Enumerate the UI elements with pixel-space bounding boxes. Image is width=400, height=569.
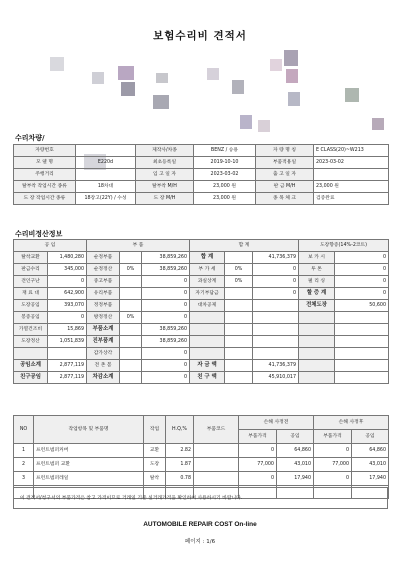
field-value: 393,070 bbox=[48, 300, 87, 312]
table-cell: 0.78 bbox=[166, 472, 194, 486]
field-label: 순정정산 bbox=[87, 264, 120, 276]
field-label: 대차공제 bbox=[190, 300, 225, 312]
no-header: NO bbox=[14, 416, 34, 444]
work-header: 작업 bbox=[144, 416, 166, 444]
field-value: 23,000 원 bbox=[314, 181, 389, 193]
field-value: 0 bbox=[335, 276, 389, 288]
field-value bbox=[335, 360, 389, 372]
field-label: 진부품계 bbox=[87, 336, 120, 348]
field-value: 0 bbox=[142, 348, 190, 360]
table-cell bbox=[194, 458, 239, 472]
field-label: 최초등록일 bbox=[136, 157, 194, 169]
field-value: 45,910,017 bbox=[253, 372, 299, 384]
field-value bbox=[120, 372, 142, 384]
field-label bbox=[299, 312, 335, 324]
field-value: 41,736,379 bbox=[253, 360, 299, 372]
field-value: 642,900 bbox=[48, 288, 87, 300]
table-cell: 77,000 bbox=[239, 458, 277, 472]
field-label: 판금수리 bbox=[14, 264, 48, 276]
field-label: 자 금 액 bbox=[190, 360, 225, 372]
field-value: 23,000 원 bbox=[194, 193, 256, 205]
table-row bbox=[14, 372, 389, 384]
field-value: 38,859,260 bbox=[142, 252, 190, 264]
table-row bbox=[14, 348, 389, 360]
field-value bbox=[253, 312, 299, 324]
field-value: 0% bbox=[225, 264, 253, 276]
field-value: 1,051,839 bbox=[48, 336, 87, 348]
field-label: 재 료 대 bbox=[14, 288, 48, 300]
field-label: 투 톤 bbox=[299, 264, 335, 276]
table-cell: 17,940 bbox=[352, 472, 389, 486]
field-label: 탈부착 작업시간 종류 bbox=[14, 181, 76, 193]
table-row bbox=[14, 169, 389, 181]
table-row bbox=[14, 193, 389, 205]
field-value bbox=[335, 324, 389, 336]
field-value: 2,877,119 bbox=[48, 360, 87, 372]
price-notice: 이 견적서/청구서의 부품가격은 참고 가격이므로 거래일 기준 실거래가격을 확인하여 사용하시기 바랍니다. bbox=[13, 487, 388, 509]
field-value bbox=[225, 372, 253, 384]
field-label: 정정부품 bbox=[87, 300, 120, 312]
field-value bbox=[225, 348, 253, 360]
field-value: 2023-03-02 bbox=[194, 169, 256, 181]
settlement-section-title: 수리비정산정보 bbox=[15, 230, 63, 238]
field-value: 15,869 bbox=[48, 324, 87, 336]
paint-header: 도장향증(14%-2코트) bbox=[299, 240, 389, 252]
table-cell: 프런트범퍼커버 bbox=[34, 444, 144, 458]
table-cell: 3 bbox=[14, 472, 34, 486]
field-label: 감가상각 bbox=[87, 348, 120, 360]
field-value: 0% bbox=[120, 312, 142, 324]
field-value bbox=[120, 288, 142, 300]
field-label: 출 고 일 자 bbox=[256, 169, 314, 181]
table-row bbox=[14, 252, 389, 264]
field-value bbox=[335, 372, 389, 384]
table-cell: 탈착 bbox=[144, 472, 166, 486]
part-code-header: 부품코드 bbox=[194, 416, 239, 444]
field-value: 41,736,379 bbox=[253, 252, 299, 264]
field-value bbox=[120, 336, 142, 348]
field-label: 탈부착 M/H bbox=[136, 181, 194, 193]
field-value: 23,000 원 bbox=[194, 181, 256, 193]
field-value bbox=[253, 336, 299, 348]
table-cell: 프런트범퍼 교환 bbox=[34, 458, 144, 472]
field-label: 유리부품 bbox=[87, 288, 120, 300]
table-row bbox=[14, 444, 389, 458]
table-row bbox=[14, 324, 389, 336]
field-value: 2019-10-10 bbox=[194, 157, 256, 169]
table-row bbox=[14, 472, 389, 486]
field-value: E220d bbox=[76, 157, 136, 169]
field-label: 중고부품 bbox=[87, 276, 120, 288]
field-label: 순정부품 bbox=[87, 252, 120, 264]
field-label: 친구공임 bbox=[14, 372, 48, 384]
field-value: 0 bbox=[253, 264, 299, 276]
table-cell: 1 bbox=[14, 444, 34, 458]
field-value bbox=[335, 348, 389, 360]
field-label: 자기부담금 bbox=[190, 288, 225, 300]
field-value bbox=[120, 348, 142, 360]
vehicle-section-title: 수리차량/ bbox=[15, 134, 45, 142]
field-value: 0 bbox=[142, 300, 190, 312]
field-value: 0% bbox=[120, 264, 142, 276]
field-value bbox=[253, 324, 299, 336]
table-row bbox=[14, 157, 389, 169]
table-cell bbox=[194, 444, 239, 458]
field-value bbox=[225, 312, 253, 324]
hq-header: H.Q,% bbox=[166, 416, 194, 444]
field-label: 봉증공임 bbox=[14, 312, 48, 324]
field-value: 0 bbox=[142, 312, 190, 324]
total-header: 합 계 bbox=[190, 240, 299, 252]
field-label: 모 델 명 bbox=[14, 157, 76, 169]
field-label bbox=[190, 336, 225, 348]
field-label: 제작사/차종 bbox=[136, 145, 194, 157]
labor-cost-header: 공임 bbox=[277, 430, 314, 444]
labor-header: 공 임 bbox=[14, 240, 87, 252]
field-label: 보 카 시 bbox=[299, 252, 335, 264]
field-label: 차감소계 bbox=[87, 372, 120, 384]
field-label: 도 장 작업시간 종류 bbox=[14, 193, 76, 205]
field-label: 도장공임 bbox=[14, 300, 48, 312]
field-label: 과실상계 bbox=[190, 276, 225, 288]
field-label bbox=[190, 324, 225, 336]
field-value bbox=[120, 300, 142, 312]
field-label bbox=[299, 348, 335, 360]
table-cell: 2.82 bbox=[166, 444, 194, 458]
table-cell: 43,010 bbox=[352, 458, 389, 472]
table-cell: 77,000 bbox=[314, 458, 352, 472]
field-label: 종 목 체 크 bbox=[256, 193, 314, 205]
field-value: 0 bbox=[142, 372, 190, 384]
table-cell: 도장 bbox=[144, 458, 166, 472]
field-label: 부품적용일 bbox=[256, 157, 314, 169]
field-value: 0 bbox=[335, 264, 389, 276]
field-value: 38,859,260 bbox=[142, 264, 190, 276]
table-cell: 프런트범퍼레일 bbox=[34, 472, 144, 486]
field-value: 0 bbox=[335, 252, 389, 264]
field-value bbox=[225, 288, 253, 300]
part-price-header: 부품가격 bbox=[239, 430, 277, 444]
field-value: 38,859,260 bbox=[142, 324, 190, 336]
field-value bbox=[314, 169, 389, 181]
field-label: 도장정산 bbox=[14, 336, 48, 348]
after-adjust-header: 손해 사정후 bbox=[314, 416, 389, 430]
field-label: 부품소계 bbox=[87, 324, 120, 336]
field-value: 0% bbox=[225, 276, 253, 288]
field-label: 할 증 계 bbox=[299, 288, 335, 300]
field-value: 2023-03-02 bbox=[314, 157, 389, 169]
field-label: 견인구난 bbox=[14, 276, 48, 288]
field-value: 18장고(22Y) / 수성 bbox=[76, 193, 136, 205]
field-value bbox=[120, 276, 142, 288]
field-label bbox=[299, 324, 335, 336]
field-value bbox=[225, 360, 253, 372]
field-label: 도 장 M/H bbox=[136, 193, 194, 205]
field-value: 0 bbox=[142, 276, 190, 288]
before-adjust-header: 손해 사정전 bbox=[239, 416, 314, 430]
field-label: 판 금 M/H bbox=[256, 181, 314, 193]
field-value bbox=[225, 336, 253, 348]
table-cell: 17,940 bbox=[277, 472, 314, 486]
field-value: 50,600 bbox=[335, 300, 389, 312]
field-label bbox=[190, 348, 225, 360]
field-value: 345,000 bbox=[48, 264, 87, 276]
field-label: 자량번호 bbox=[14, 145, 76, 157]
field-value bbox=[120, 324, 142, 336]
field-label bbox=[299, 336, 335, 348]
field-value bbox=[335, 312, 389, 324]
field-label: 합 계 bbox=[190, 252, 225, 264]
settlement-table bbox=[13, 239, 389, 384]
item-name-header: 작업항목 및 부품명 bbox=[34, 416, 144, 444]
field-value bbox=[253, 300, 299, 312]
table-cell: 0 bbox=[239, 472, 277, 486]
field-value bbox=[76, 169, 136, 181]
field-value: 0 bbox=[253, 276, 299, 288]
table-row bbox=[14, 264, 389, 276]
field-value: 0 bbox=[142, 288, 190, 300]
field-label: 전체도장 bbox=[299, 300, 335, 312]
field-label bbox=[299, 372, 335, 384]
table-row bbox=[14, 145, 389, 157]
table-cell: 64,860 bbox=[277, 444, 314, 458]
field-value: 1,480,280 bbox=[48, 252, 87, 264]
field-label: 자 량 명 칭 bbox=[256, 145, 314, 157]
table-row bbox=[14, 312, 389, 324]
table-cell bbox=[194, 472, 239, 486]
field-value bbox=[120, 360, 142, 372]
parts-header: 부 품 bbox=[87, 240, 190, 252]
table-cell: 0 bbox=[314, 444, 352, 458]
field-label: 가열건조비 bbox=[14, 324, 48, 336]
vehicle-info-table bbox=[13, 144, 389, 205]
table-cell: 0 bbox=[314, 472, 352, 486]
field-value: 2,877,119 bbox=[48, 372, 87, 384]
field-value: 검증완료 bbox=[314, 193, 389, 205]
system-name: AUTOMOBILE REPAIR COST On-line bbox=[143, 521, 257, 528]
table-cell: 0 bbox=[239, 444, 277, 458]
labor-cost-header: 공임 bbox=[352, 430, 389, 444]
field-value: BENZ / 승용 bbox=[194, 145, 256, 157]
field-label bbox=[14, 348, 48, 360]
field-value: E CLASS(20)~W213 bbox=[314, 145, 389, 157]
table-row bbox=[14, 336, 389, 348]
table-cell: 교환 bbox=[144, 444, 166, 458]
field-label bbox=[190, 312, 225, 324]
table-row bbox=[14, 458, 389, 472]
field-label: 방정정산 bbox=[87, 312, 120, 324]
field-label: 공임소계 bbox=[14, 360, 48, 372]
field-value: 0 bbox=[48, 312, 87, 324]
table-cell: 2 bbox=[14, 458, 34, 472]
table-row bbox=[14, 300, 389, 312]
field-value: 0 bbox=[48, 276, 87, 288]
field-label: 주행거리 bbox=[14, 169, 76, 181]
table-row bbox=[14, 181, 389, 193]
table-row bbox=[14, 276, 389, 288]
field-value bbox=[225, 324, 253, 336]
table-cell: 64,860 bbox=[352, 444, 389, 458]
field-label: 부 가 세 bbox=[190, 264, 225, 276]
field-value bbox=[225, 252, 253, 264]
field-value bbox=[120, 252, 142, 264]
table-cell: 1.87 bbox=[166, 458, 194, 472]
field-label bbox=[299, 360, 335, 372]
field-value: 38,859,260 bbox=[142, 336, 190, 348]
field-value: 0 bbox=[335, 288, 389, 300]
field-label: 친 구 액 bbox=[190, 372, 225, 384]
field-value bbox=[335, 336, 389, 348]
table-row bbox=[14, 288, 389, 300]
document-title: 보험수리비 견적서 bbox=[153, 30, 247, 42]
field-value bbox=[225, 300, 253, 312]
field-value bbox=[48, 348, 87, 360]
page-number: 페이지 : 1/6 bbox=[184, 539, 216, 545]
field-label: 전 촌 봄 bbox=[87, 360, 120, 372]
field-value bbox=[253, 348, 299, 360]
field-value bbox=[76, 145, 136, 157]
field-value: 18차대 bbox=[76, 181, 136, 193]
part-price-header: 부품가격 bbox=[314, 430, 352, 444]
field-label: 펄 리 싱 bbox=[299, 276, 335, 288]
field-label: 탈착교환 bbox=[14, 252, 48, 264]
field-value: 0 bbox=[142, 360, 190, 372]
table-cell: 43,010 bbox=[277, 458, 314, 472]
table-row bbox=[14, 360, 389, 372]
field-value: 0 bbox=[253, 288, 299, 300]
field-label: 입 고 일 자 bbox=[136, 169, 194, 181]
